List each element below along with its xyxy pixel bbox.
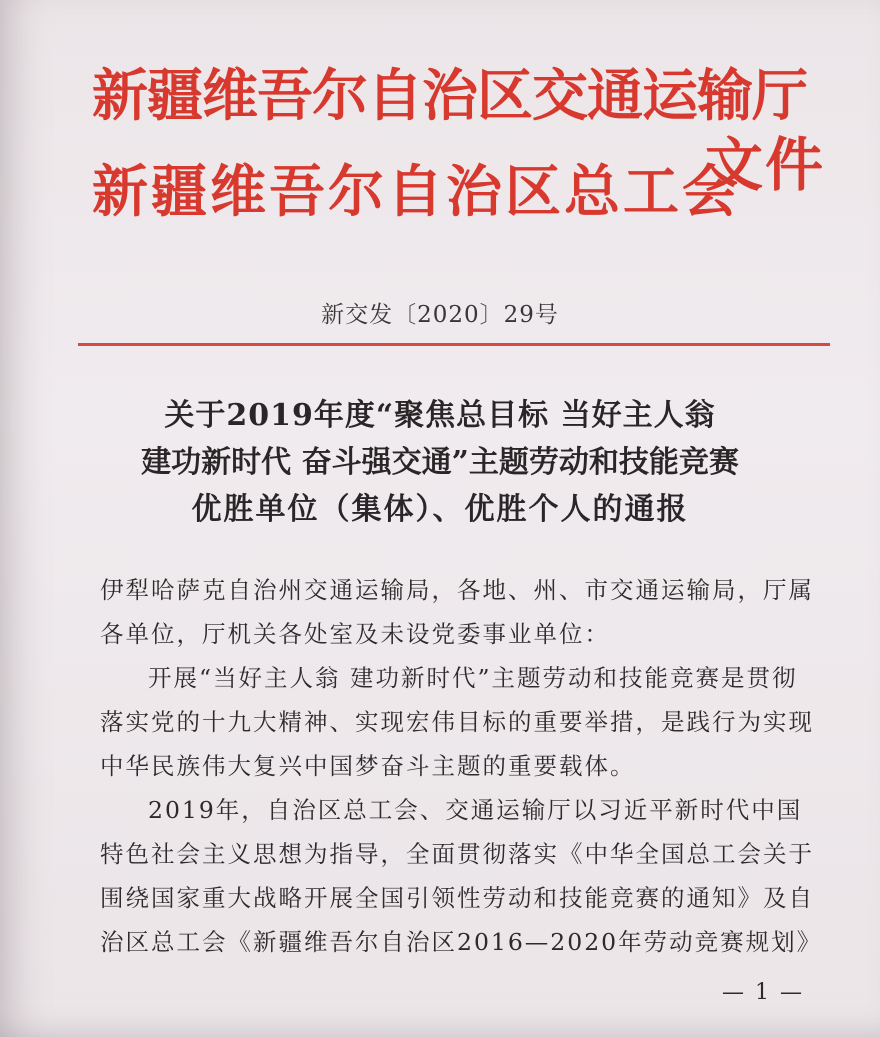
title-line-3: 优胜单位（集体）、优胜个人的通报 [191, 492, 689, 527]
paragraph-2 [100, 788, 823, 964]
paragraph-1-line-3: 中华民族伟大复兴中国梦奋斗主题的重要载体。 [100, 752, 636, 780]
paragraph-2-line-3: 围绕国家重大战略开展全国引领性劳动和技能竞赛的通知》及自 [100, 884, 814, 912]
red-divider-line [78, 343, 830, 346]
issuer-transport-department: 新疆维吾尔自治区交通运输厅 [92, 63, 807, 129]
recipients-line-1: 伊犁哈萨克自治州交通运输局，各地、州、市交通运输局，厅属 [100, 576, 814, 604]
title-line-2: 建功新时代 奋斗强交通”主题劳动和技能竞赛 [141, 445, 739, 480]
recipients-line-2: 各单位，厅机关各处室及未设党委事业单位： [100, 620, 610, 648]
doc-type-label: 文件 [705, 131, 826, 199]
page-number: — 1 — [722, 980, 804, 1005]
document-number: 新交发〔2020〕29号 [321, 302, 559, 328]
paragraph-1-line-1: 开展“当好主人翁 建功新时代”主题劳动和技能竞赛是贯彻 [148, 664, 798, 692]
title-line-1: 关于2019年度“聚焦总目标 当好主人翁 [164, 398, 716, 433]
paragraph-1 [100, 656, 820, 788]
recipients-paragraph [100, 568, 820, 656]
paragraph-2-line-1: 2019年，自治区总工会、交通运输厅以习近平新时代中国 [148, 796, 803, 824]
paragraph-2-line-4: 治区总工会《新疆维吾尔自治区2016—2020年劳动竞赛规划》 [100, 928, 823, 956]
paragraph-2-line-2: 特色社会主义思想为指导，全面贯彻落实《中华全国总工会关于 [100, 840, 814, 868]
paragraph-1-line-2: 落实党的十九大精神、实现宏伟目标的重要举措，是践行为实现 [100, 708, 814, 736]
issuer-federation-of-trade-unions: 新疆维吾尔自治区总工会 [92, 159, 741, 225]
